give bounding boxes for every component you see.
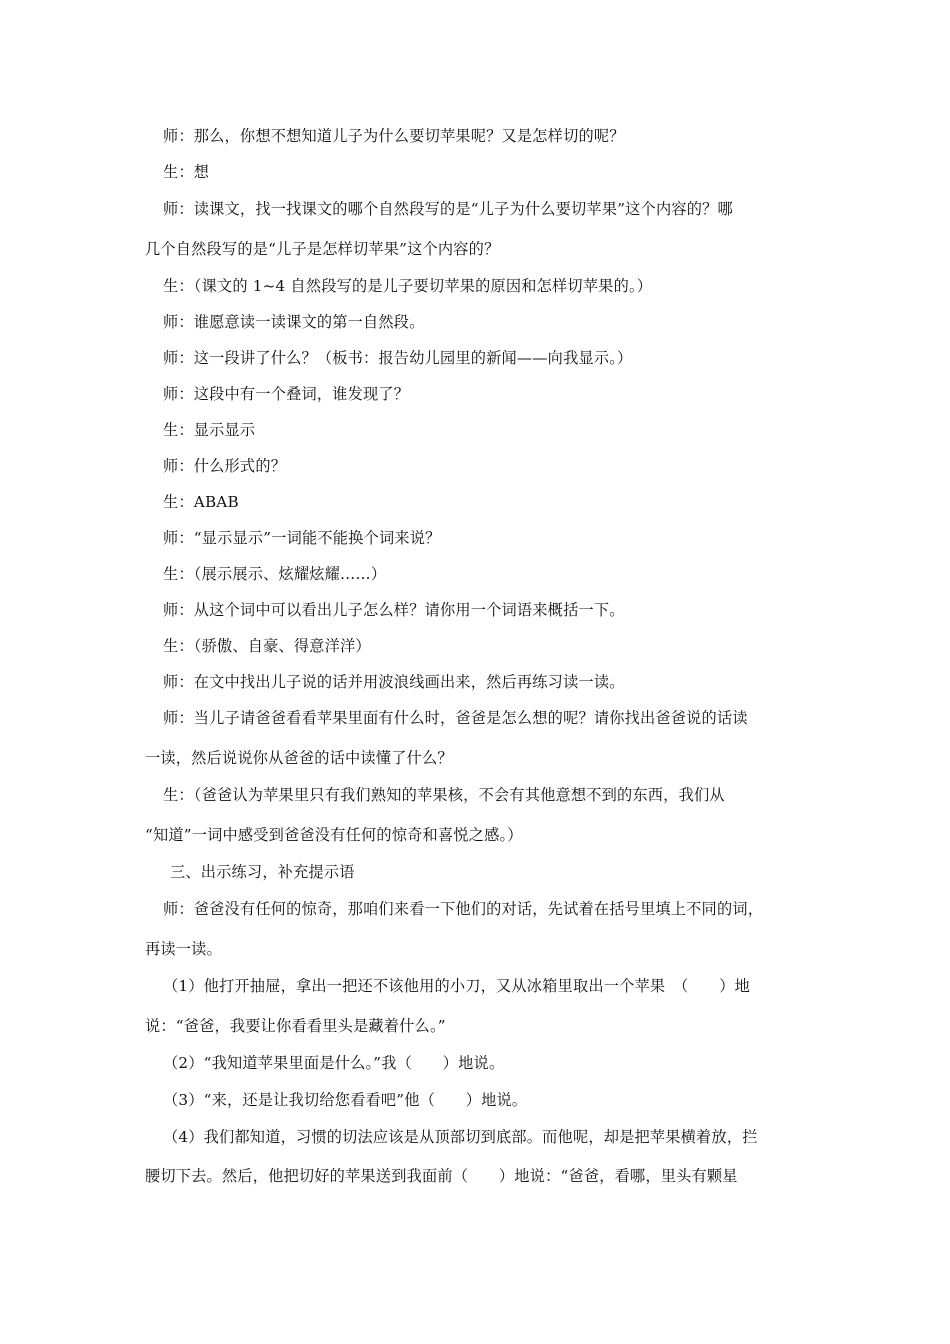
text-line: 生：（课文的 1~4 自然段写的是儿子要切苹果的原因和怎样切苹果的。） (163, 277, 653, 295)
text-line: 师：这一段讲了什么？（板书：报告幼儿园里的新闻——向我显示。） (163, 349, 633, 367)
text-line: 师：这段中有一个叠词，谁发现了？ (163, 385, 410, 403)
text-line: 生：显示显示 (163, 421, 256, 439)
text-line: 说：“爸爸，我要让你看看里头是藏着什么。” (145, 1017, 446, 1035)
section-heading: 三、出示练习，补充提示语 (170, 863, 355, 881)
text-line: 生：（骄傲、自豪、得意洋洋） (163, 637, 371, 655)
text-line: 腰切下去。然后，他把切好的苹果送到我面前（ ）地说：“爸爸，看哪，里头有颗星 (145, 1167, 738, 1185)
text-line: 师：谁愿意读一读课文的第一自然段。 (163, 313, 425, 331)
text-line: 一读，然后说说你从爸爸的话中读懂了什么？ (145, 749, 453, 767)
text-line: 师：当儿子请爸爸看看苹果里面有什么时，爸爸是怎么想的呢？请你找出爸爸说的话读 (163, 709, 748, 727)
exercise-item: （3）“来，还是让我切给您看看吧”他（ ）地说。 (163, 1091, 528, 1109)
text-line: “知道”一词中感受到爸爸没有任何的惊奇和喜悦之感。） (145, 826, 523, 844)
text-line: 师：在文中找出儿子说的话并用波浪线画出来，然后再练习读一读。 (163, 673, 625, 691)
exercise-item: （1）他打开抽屉，拿出一把还不该他用的小刀，又从冰箱里取出一个苹果 （ ）地 (163, 977, 750, 995)
text-line: 师：爸爸没有任何的惊奇，那咱们来看一下他们的对话，先试着在括号里填上不同的词， (163, 900, 764, 918)
text-line: 师：那么，你想不想知道儿子为什么要切苹果呢？又是怎样切的呢？ (163, 127, 625, 145)
text-line: 几个自然段写的是“儿子是怎样切苹果”这个内容的？ (145, 240, 500, 258)
text-line: 生：ABAB (163, 493, 239, 511)
text-line: 再读一读。 (145, 940, 222, 958)
exercise-item: （2）“我知道苹果里面是什么。”我（ ）地说。 (163, 1054, 505, 1072)
text-line: 师：读课文，找一找课文的哪个自然段写的是“儿子为什么要切苹果”这个内容的？哪 (163, 200, 733, 218)
text-line: 师：什么形式的？ (163, 457, 287, 475)
text-line: 生：（展示展示、炫耀炫耀……） (163, 565, 387, 583)
text-line: 生：（爸爸认为苹果里只有我们熟知的苹果核，不会有其他意想不到的东西，我们从 (163, 786, 725, 804)
text-line: 师：“显示显示”一词能不能换个词来说？ (163, 529, 441, 547)
text-line: 师：从这个词中可以看出儿子怎么样？请你用一个词语来概括一下。 (163, 601, 625, 619)
text-line: 生：想 (163, 163, 210, 181)
exercise-item: （4）我们都知道，习惯的切法应该是从顶部切到底部。而他呢，却是把苹果横着放，拦 (163, 1128, 758, 1146)
